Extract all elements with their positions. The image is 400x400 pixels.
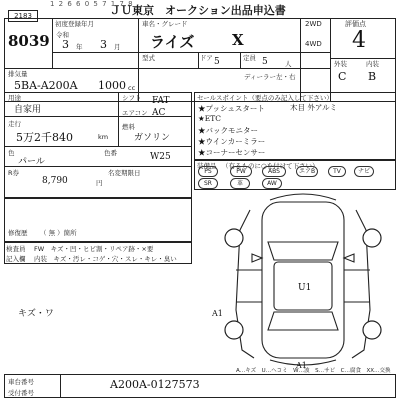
wheel-rear-right <box>363 321 381 339</box>
displacement-unit: cc <box>128 84 136 92</box>
chassis-label: 車台番号 <box>8 378 34 386</box>
first-reg-label: 初度登録年月 <box>55 20 94 28</box>
front-bumper-outline <box>270 194 336 200</box>
model-label: 車名・グレード <box>142 20 188 28</box>
inspector-write-label: 記入欄 <box>6 255 26 263</box>
dealer-label: ディーラー <box>244 73 276 81</box>
ac: AC <box>152 108 166 118</box>
recycle-unit: 円 <box>96 179 103 187</box>
left-mirror-outline <box>252 254 262 262</box>
extra-label: 受付番号 <box>8 389 34 397</box>
sales-point-3: ★バックモニター <box>198 126 258 135</box>
seats-label: 定員 <box>243 54 256 62</box>
shift: FAT <box>152 96 170 106</box>
grade: X <box>232 31 244 49</box>
damage-mark-side: A1 <box>212 309 223 318</box>
entry-number: 8039 <box>8 32 50 50</box>
inspector-fw-line: FW キズ・凹・ヒビ割・リペア跡・×要 <box>34 245 154 253</box>
exterior-label: 外装 <box>334 60 347 68</box>
equip-chip-aw: AW <box>262 178 282 189</box>
wheel-rear-left <box>225 321 243 339</box>
equip-chip-sr: SR <box>198 178 218 189</box>
equip-chip-leather: 革 <box>230 178 250 189</box>
seats: 5 <box>262 57 268 67</box>
reg-year: 3 <box>62 38 69 51</box>
car-condition-diagram <box>210 190 396 368</box>
color-code-label: 色番 <box>104 149 117 157</box>
reg-month: 3 <box>100 38 107 51</box>
era-label: 令和 <box>56 31 69 39</box>
usage-label: 用途 <box>8 94 21 102</box>
interior-grade: B <box>368 70 377 83</box>
repair-box <box>4 198 192 242</box>
damage-note: キズ・ワ <box>18 309 54 319</box>
recycle-amount: 8,790 <box>42 176 68 186</box>
equip-chip-airbag: エアB <box>296 166 318 177</box>
mileage-label: 走行 <box>8 120 21 128</box>
drive-4wd: 4WD <box>305 40 322 48</box>
mileage-unit: km <box>98 133 109 141</box>
inspector-label: 検査員 <box>6 245 26 253</box>
year-unit: 年 <box>76 43 83 51</box>
month-unit: 月 <box>114 43 121 51</box>
equipment-note: （有るものに○を付けて下さい） <box>222 162 319 170</box>
shift-label: シフト <box>122 94 142 102</box>
mileage-value: 5万2千840 <box>16 131 73 144</box>
auction-title: ＪＵ東京 オークション出品申込書 <box>110 4 286 17</box>
equipment-label: 装備品 <box>197 162 217 170</box>
sales-point-note: 木目 外アルミ <box>290 103 338 112</box>
car-name: ライズ <box>150 33 195 51</box>
wheel-front-left <box>225 229 243 247</box>
lot-code: 2183 <box>8 10 38 22</box>
name-change-label: 名変期限日 <box>108 169 141 177</box>
doors-label: ドア <box>200 54 213 62</box>
sales-point-1: ★プッシュスタート <box>198 104 265 113</box>
model-code-label: 型式 <box>142 54 155 62</box>
color-code: W25 <box>150 152 171 162</box>
wheel-front-right <box>363 229 381 247</box>
score-label: 評価点 <box>345 20 366 28</box>
displacement-label: 排気量 <box>8 70 28 78</box>
barcode-text: 1 2 6 6 0 5 7 1 7 8 <box>50 0 134 8</box>
color-label: 色 <box>8 149 15 157</box>
footer-box <box>4 374 396 398</box>
interior-label: 内装 <box>366 60 379 68</box>
doors: 5 <box>214 57 220 67</box>
inspector-interior-line: 内装 キズ・汚レ・コゲ・穴・スレ・キレ・臭い <box>34 255 177 263</box>
repair-value: （ 無 ）箇所 <box>40 229 77 237</box>
windshield-outline <box>268 242 338 260</box>
recycle-label: R券 <box>8 169 20 177</box>
fuel: ガソリン <box>134 133 171 143</box>
drive-2wd: 2WD <box>305 20 322 28</box>
equip-chip-navi: ナビ <box>354 166 374 177</box>
displacement: 1000 <box>98 79 126 92</box>
model-code: 5BA-A200A <box>14 79 78 92</box>
sales-point-2: ★ETC <box>198 114 221 123</box>
sales-point-5: ★コーナーセンサー <box>198 148 266 157</box>
seats-unit: 人 <box>285 60 292 68</box>
damage-mark-roof: U1 <box>298 283 312 293</box>
sales-points-label: セールスポイント（要点のみ記入して下さい） <box>197 94 333 102</box>
equip-chip-tv: TV <box>328 166 346 177</box>
equip-chip-pw: PW <box>230 166 252 177</box>
exterior-grade: C <box>338 70 347 83</box>
equip-chip-abs: ABS <box>262 166 286 177</box>
rear-window-outline <box>268 312 338 330</box>
right-mirror-outline <box>344 254 354 262</box>
color-value: パール <box>18 157 45 167</box>
damage-mark-front: A1 <box>296 361 307 368</box>
equip-chip-ps: PS <box>198 166 218 177</box>
ac-label: エアコン <box>122 109 148 117</box>
usage-value: 自家用 <box>14 105 42 115</box>
score: 4 <box>352 28 366 53</box>
sales-point-4: ★ウインカーミラー <box>198 137 266 146</box>
repair-label: 修復歴 <box>8 229 28 237</box>
dealer-value: 左・右 <box>276 73 296 81</box>
chassis-number: A200A-0127573 <box>110 378 200 391</box>
fuel-label: 燃料 <box>122 123 135 131</box>
damage-legend: A…キズ U…ヘコミ W…波 S…サビ C…腐食 XX…交換 <box>236 368 391 374</box>
